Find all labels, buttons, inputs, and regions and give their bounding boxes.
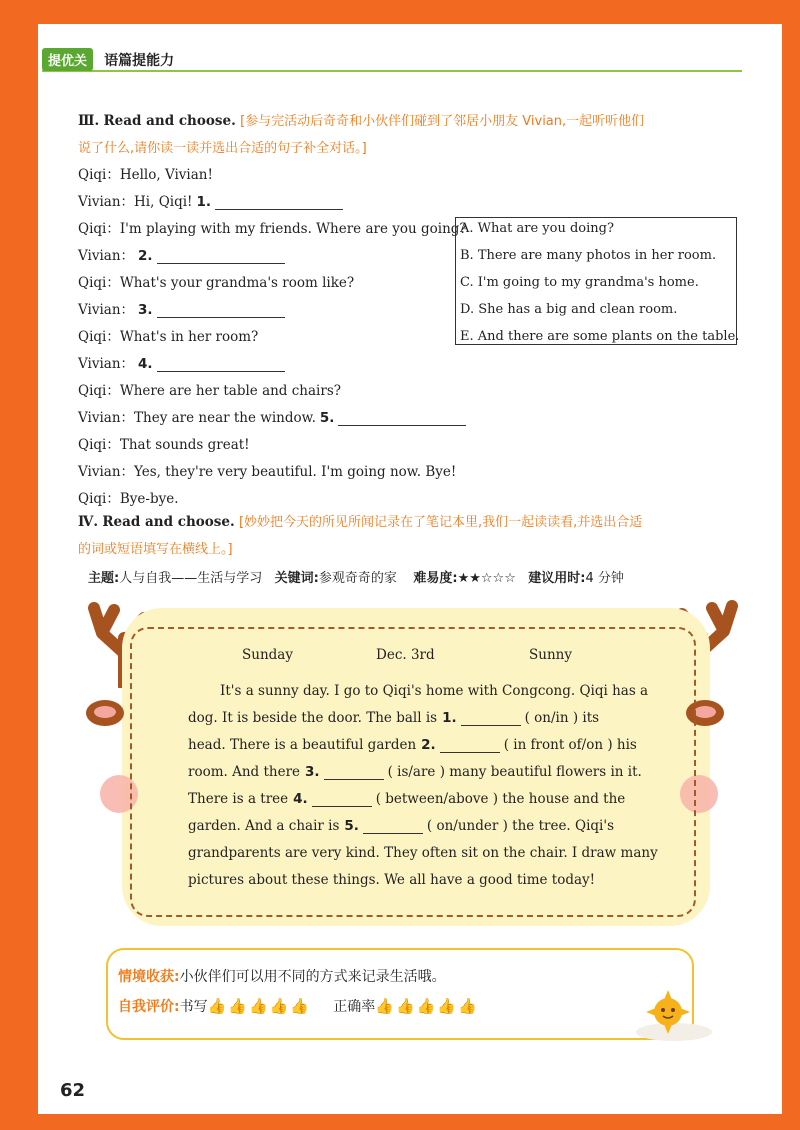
dialogue-line: Vivian：Hi, Qiqi! 1. <box>78 190 343 210</box>
section-header <box>42 48 742 72</box>
dialogue-line: Qiqi：I'm playing with my friends. Where are you going? <box>78 221 467 237</box>
meta-keyword: 参观奇奇的家 <box>318 571 397 586</box>
diary-line: grandparents are very kind. They often sit on the chair. I draw many <box>188 845 658 861</box>
diary-line: head. There is a beautiful garden 2. ( in front of/on ) his <box>188 737 637 753</box>
dialogue-line: Vivian：Yes, they're very beautiful. I'm going now. Bye! <box>78 464 457 480</box>
diary-line: pictures about these things. We all have a good time today! <box>188 872 596 888</box>
diary-line: There is a tree 4. ( between/above ) the house and the <box>188 791 626 807</box>
write-thumbs-icon[interactable]: 👍👍👍👍👍 <box>207 997 311 1015</box>
answer-blank[interactable] <box>157 249 285 264</box>
header-badge: 提优关 <box>42 48 93 71</box>
sec3-instruction-2: 说了什么,请你读一读并选出合适的句子补全对话。] <box>78 141 367 156</box>
sec3-number: Ⅲ. <box>78 113 100 129</box>
dialogue-line: Qiqi：What's your grandma's room like? <box>78 275 355 291</box>
answer-blank[interactable] <box>312 792 372 807</box>
sec3-instruction-1: [参与完活动后奇奇和小伙伴们碰到了邻居小朋友 Vivian,一起听听他们 <box>240 114 645 129</box>
summary-line-1: 情境收获:小伙伴们可以用不同的方式来记录生活哦。 <box>118 969 446 985</box>
sun-icon <box>624 982 714 1042</box>
option-e: E. And there are some plants on the table. <box>460 329 740 344</box>
diary-day: Sunday <box>242 647 293 663</box>
header-title: 语篇提能力 <box>104 53 175 69</box>
sec4-instruction-1: [妙妙把今天的所见所闻记录在了笔记本里,我们一起读读看,并选出合适 <box>238 515 643 530</box>
meta-difficulty-stars: ★★☆☆☆ <box>457 571 516 586</box>
dialogue-line: Vivian：They are near the window. 5. <box>78 406 466 426</box>
diary-line: It's a sunny day. I go to Qiqi's home with Congcong. Qiqi has a <box>220 683 649 699</box>
answer-blank[interactable] <box>363 819 423 834</box>
answer-blank[interactable] <box>157 357 285 372</box>
sec4-number: Ⅳ. <box>78 514 99 530</box>
dialogue-line: Qiqi：Bye-bye. <box>78 491 179 507</box>
meta-theme: 人与自我——生活与学习 <box>119 571 263 586</box>
page-number: 62 <box>60 1080 86 1101</box>
ear-left-icon <box>86 700 124 726</box>
option-d: D. She has a big and clean room. <box>460 302 678 317</box>
diary-weather: Sunny <box>529 647 572 663</box>
options-box <box>455 217 740 345</box>
answer-blank[interactable] <box>324 765 384 780</box>
diary-date: Dec. 3rd <box>376 647 435 663</box>
summary-line-2: 自我评价:书写👍👍👍👍👍 正确率👍👍👍👍👍 <box>118 997 479 1015</box>
meta-time: 4 分钟 <box>585 571 624 586</box>
summary-box <box>106 948 694 1040</box>
dialogue-line: Qiqi：Where are her table and chairs? <box>78 383 341 399</box>
diary-line: room. And there 3. ( is/are ) many beautiful flowers in it. <box>188 764 642 780</box>
option-c: C. I'm going to my grandma's home. <box>460 275 699 290</box>
dialogue-line: Qiqi：That sounds great! <box>78 437 250 453</box>
dialogue-line: Qiqi：Hello, Vivian! <box>78 167 213 183</box>
diary-line: dog. It is beside the door. The ball is 1. ( on/in ) its <box>188 710 600 726</box>
sec4-heading <box>78 509 748 563</box>
dialogue-line: Vivian： 3. <box>78 298 285 318</box>
option-b: B. There are many photos in her room. <box>460 248 717 263</box>
answer-blank[interactable] <box>157 303 285 318</box>
sec3-title: Read and choose. <box>103 113 236 129</box>
sec4-instruction-2: 的词或短语填写在横线上。] <box>78 542 233 557</box>
correct-thumbs-icon[interactable]: 👍👍👍👍👍 <box>375 997 479 1015</box>
dialogue-line: Vivian： 2. <box>78 244 285 264</box>
diary-line: garden. And a chair is 5. ( on/under ) the tree. Qiqi's <box>188 818 614 834</box>
answer-blank[interactable] <box>338 411 466 426</box>
meta-row: 主题:人与自我——生活与学习 关键词:参观奇奇的家 难易度:★★☆☆☆ 建议用时:4 分钟 <box>88 571 624 586</box>
answer-blank[interactable] <box>440 738 500 753</box>
dialogue-line: Vivian： 4. <box>78 352 285 372</box>
answer-blank[interactable] <box>215 195 343 210</box>
answer-blank[interactable] <box>461 711 521 726</box>
sec3-heading <box>78 108 748 162</box>
sec4-title: Read and choose. <box>102 514 235 530</box>
dialogue-line: Qiqi：What's in her room? <box>78 329 259 345</box>
option-a: A. What are you doing? <box>460 221 614 236</box>
